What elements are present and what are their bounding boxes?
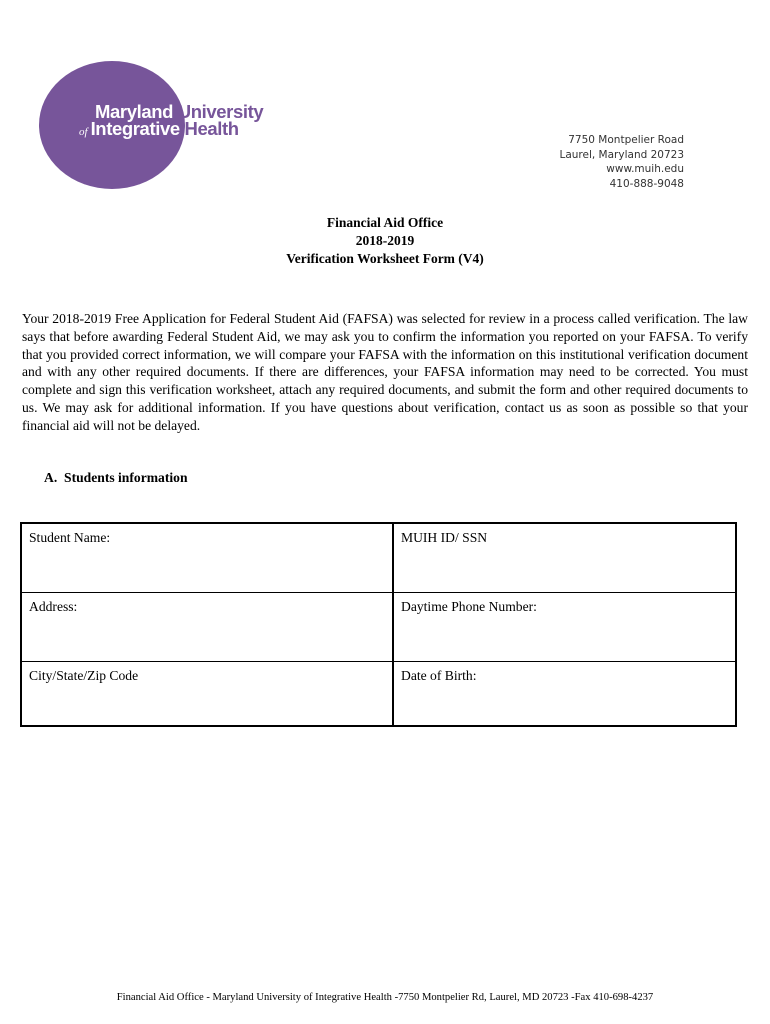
muih-id-field[interactable] xyxy=(393,523,736,593)
student-info-table xyxy=(20,522,737,727)
table-row xyxy=(21,593,736,662)
city-state-zip-field[interactable] xyxy=(21,662,393,727)
heading-year: 2018-2019 xyxy=(355,233,415,248)
address-city: Laurel, Maryland 20723 xyxy=(559,148,684,161)
heading-office: Financial Aid Office xyxy=(326,215,444,230)
form-heading xyxy=(0,214,770,268)
address-web: www.muih.edu xyxy=(606,163,684,175)
student-name-field[interactable] xyxy=(21,523,393,593)
daytime-phone-label: Daytime Phone Number: xyxy=(401,599,537,614)
city-state-zip-label: City/State/Zip Code xyxy=(29,668,139,683)
table-row xyxy=(21,523,736,593)
logo-text-line1: Maryland University xyxy=(95,101,264,122)
address-street: 7750 Montpelier Road xyxy=(568,134,684,146)
page-footer: Financial Aid Office - Maryland University of Integrative Health -7750 Montpelier Rd, Laurel, MD 20723 -Fax 410-698-4237 xyxy=(116,992,654,1003)
heading-form-title: Verification Worksheet Form (V4) xyxy=(286,251,484,266)
date-of-birth-label: Date of Birth: xyxy=(401,668,477,683)
address-label: Address: xyxy=(29,599,78,614)
daytime-phone-field[interactable] xyxy=(393,593,736,662)
logo-text-line2: of Integrative Health xyxy=(79,118,239,139)
student-name-label: Student Name: xyxy=(29,530,111,545)
muih-id-label: MUIH ID/ SSN xyxy=(401,530,488,545)
address-field[interactable] xyxy=(21,593,393,662)
address-phone: 410-888-9048 xyxy=(609,177,684,190)
date-of-birth-field[interactable] xyxy=(393,662,736,727)
section-a-title: A. Students information xyxy=(44,470,188,485)
table-row xyxy=(21,662,736,727)
university-address xyxy=(559,133,684,191)
intro-paragraph: Your 2018-2019 Free Application for Federal Student Aid (FAFSA) was selected for review in a process called verification. The law says that before awarding Federal Student Aid, we may ask you to confirm the information you reported on your FAFSA. To verify that you provided correct information, we will compare your FAFSA with the information on this institutional verification document and with any other required documents. If there are differences, your FAFSA information may need to be corrected. You must complete and sign this verification worksheet, attach any required documents, and submit the form and other required documents to us. We may ask for additional information. If you have questions about verification, contact us as soon as possible so that your financial aid will not be delayed. xyxy=(22,311,748,433)
